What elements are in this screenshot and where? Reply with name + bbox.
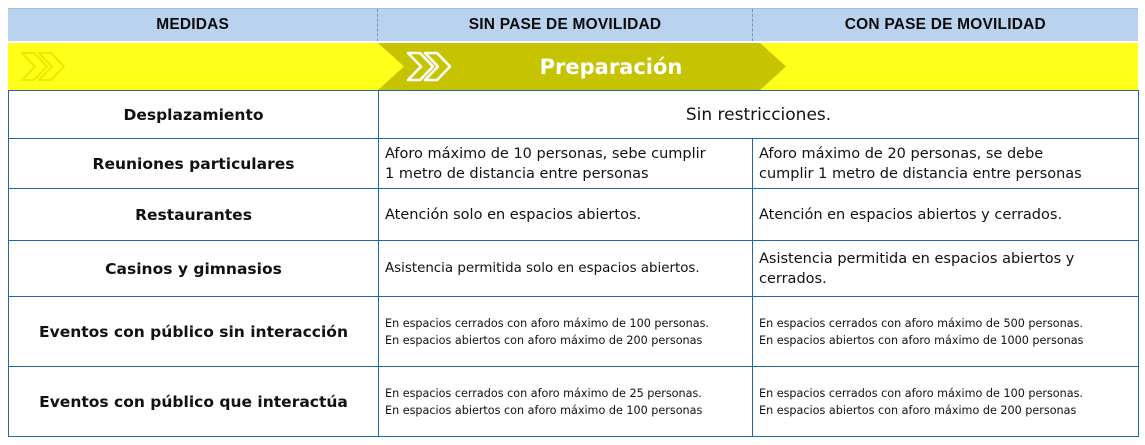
table-row-restaurantes [9,189,1139,241]
chevron-double-faint-icon [22,53,64,80]
header-sin-pase: SIN PASE DE MOVILIDAD [377,9,751,41]
row-label: Restaurantes [9,189,379,241]
cell-line: Aforo máximo de 10 personas, sebe cumplir [385,145,706,162]
con-pase-cell [753,367,1139,437]
cell-line: En espacios abiertos con aforo máximo de 1000 personas [759,333,1084,347]
cell-line: Asistencia permitida solo en espacios abiertos. [385,260,700,276]
row-label: Eventos con público sin interacción [9,297,379,367]
cell-line: En espacios abiertos con aforo máximo de 200 personas [385,333,703,347]
header-con-pase: CON PASE DE MOVILIDAD [752,9,1138,41]
row-label: Eventos con público que interactúa [9,367,379,437]
cell-line: cerrados. [759,270,827,287]
measures-table [8,90,1139,437]
table-header [8,8,1138,41]
table-row-casinos [9,241,1139,297]
cell-line: Asistencia permitida en espacios abiertos y [759,250,1075,267]
cell-line: Atención solo en espacios abiertos. [385,206,642,223]
sin-pase-cell [379,241,753,297]
cell-line: Atención en espacios abiertos y cerrados. [759,206,1063,223]
merged-cell: Sin restricciones. [379,91,1139,139]
con-pase-cell [753,241,1139,297]
cell-line: En espacios abiertos con aforo máximo de 100 personas [385,403,703,417]
cell-line: cumplir 1 metro de distancia entre personas [759,165,1082,182]
cell-line: En espacios cerrados con aforo máximo de 100 personas. [385,316,709,330]
sin-pase-cell [379,297,753,367]
section-title: Preparación [539,54,683,79]
con-pase-cell [753,139,1139,189]
con-pase-cell [753,189,1139,241]
cell-line: En espacios cerrados con aforo máximo de 25 personas. [385,386,702,400]
table-row-desplazamiento [9,91,1139,139]
section-band [8,43,1138,90]
row-label: Casinos y gimnasios [9,241,379,297]
sin-pase-cell [379,139,753,189]
cell-line: En espacios abiertos con aforo máximo de 200 personas [759,403,1077,417]
row-label: Reuniones particulares [9,139,379,189]
cell-line: En espacios cerrados con aforo máximo de 500 personas. [759,316,1083,330]
cell-line: 1 metro de distancia entre personas [385,165,649,182]
table-row-eventos-sin-interaccion [9,297,1139,367]
sin-pase-cell [379,189,753,241]
table-row-reuniones [9,139,1139,189]
sin-pase-cell [379,367,753,437]
row-label: Desplazamiento [9,91,379,139]
header-medidas: MEDIDAS [156,16,230,33]
cell-line: Aforo máximo de 20 personas, se debe [759,145,1044,162]
cell-line: En espacios cerrados con aforo máximo de 100 personas. [759,386,1083,400]
table-row-eventos-que-interactua [9,367,1139,437]
con-pase-cell [753,297,1139,367]
